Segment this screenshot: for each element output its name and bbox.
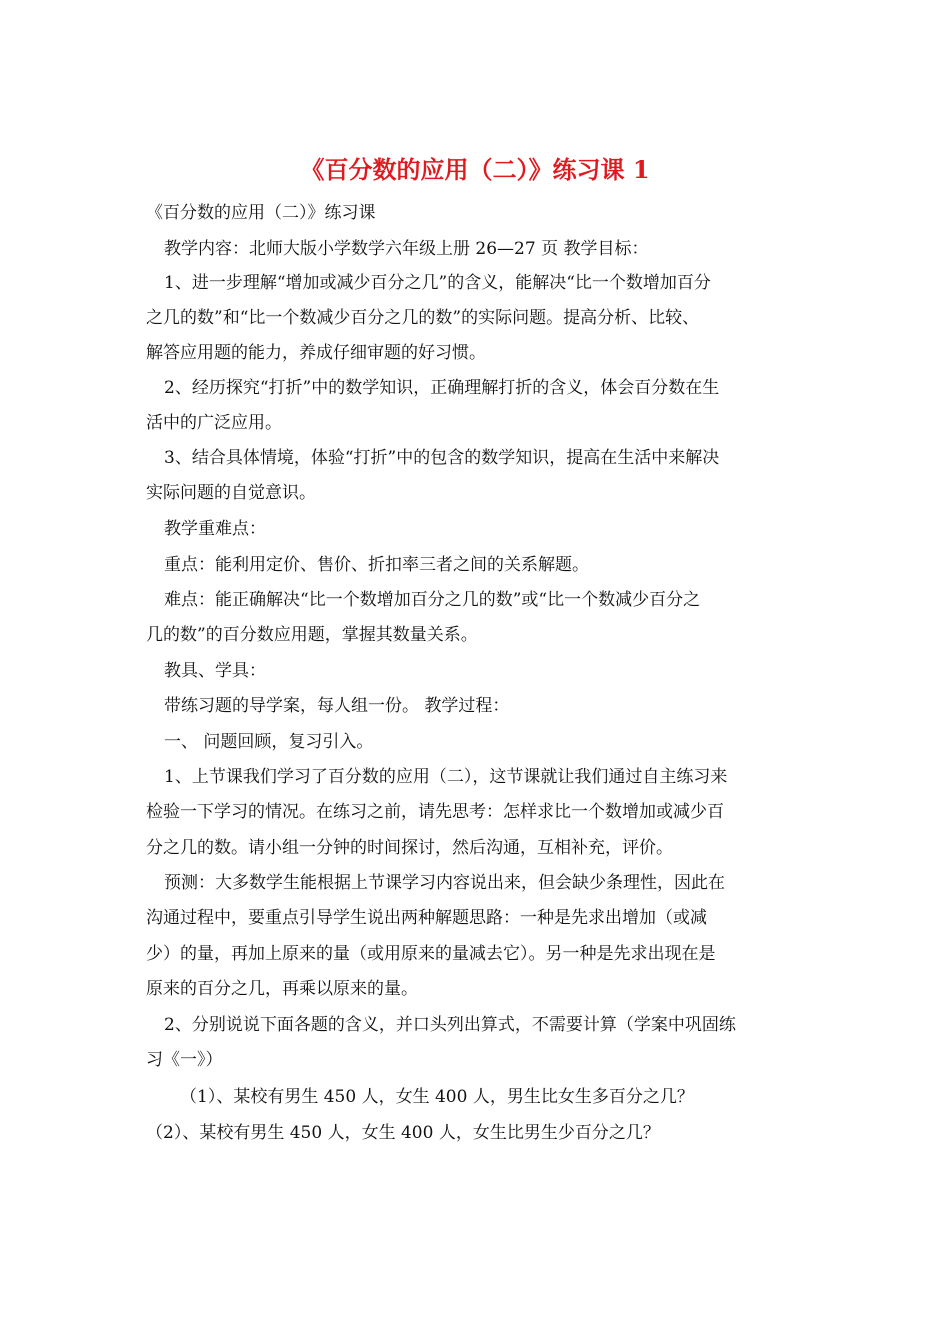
paragraph-line: 解答应用题的能力，养成仔细审题的好习惯。: [146, 343, 486, 363]
section-heading: 教学重难点：: [164, 519, 266, 539]
paragraph-line: 实际问题的自觉意识。: [146, 483, 316, 503]
paragraph-line: 原来的百分之几，再乘以原来的量。: [146, 979, 418, 999]
paragraph-line: 活中的广泛应用。: [146, 413, 282, 433]
paragraph-line: 习《一》）: [146, 1050, 223, 1070]
subtitle-line: 《百分数的应用（二）》练习课: [146, 203, 376, 223]
question-item: （1）、某校有男生 450 人，女生 400 人，男生比女生多百分之几？: [180, 1087, 694, 1107]
paragraph-line: 几的数”的百分数应用题，掌握其数量关系。: [146, 625, 478, 645]
paragraph-line: 3、结合具体情境，体验“打折”中的包含的数学知识，提高在生活中来解决: [164, 448, 720, 468]
paragraph-line: 分之几的数。请小组一分钟的时间探讨，然后沟通，互相补充，评价。: [146, 838, 673, 858]
paragraph-line: 1、上节课我们学习了百分数的应用（二），这节课就让我们通过自主练习来: [164, 767, 728, 787]
paragraph-line: 检验一下学习的情况。在练习之前，请先思考：怎样求比一个数增加或减少百: [146, 802, 724, 822]
paragraph-line: 少）的量，再加上原来的量（或用原来的量减去它）。另一种是先求出现在是: [146, 944, 716, 964]
paragraph-line: 之几的数”和“比一个数减少百分之几的数”的实际问题。提高分析、比较、: [146, 308, 700, 328]
paragraph-line: 2、经历探究“打折”中的数学知识，正确理解打折的含义，体会百分数在生: [164, 378, 720, 398]
teaching-content-line: 教学内容：北师大版小学数学六年级上册 26—27 页 教学目标：: [164, 239, 649, 259]
paragraph-line: 1、进一步理解“增加或减少百分之几”的含义，能解决“比一个数增加百分: [164, 273, 711, 293]
paragraph-line: 预测：大多数学生能根据上节课学习内容说出来，但会缺少条理性，因此在: [164, 873, 725, 893]
paragraph-line: 难点：能正确解决“比一个数增加百分之几的数”或“比一个数减少百分之: [164, 590, 701, 610]
paragraph-line: 重点：能利用定价、售价、折扣率三者之间的关系解题。: [164, 555, 589, 575]
document-title: 《百分数的应用（二）》练习课 1: [300, 155, 650, 184]
section-heading: 一、 问题回顾，复习引入。: [164, 732, 374, 752]
paragraph-line: 2、分别说说下面各题的含义，并口头列出算式，不需要计算（学案中巩固练: [164, 1015, 736, 1035]
section-heading: 教具、学具：: [164, 661, 266, 681]
paragraph-line: 沟通过程中，要重点引导学生说出两种解题思路：一种是先求出增加（或减: [146, 908, 707, 928]
question-item: （2）、某校有男生 450 人，女生 400 人，女生比男生少百分之几？: [146, 1123, 660, 1143]
paragraph-line: 带练习题的导学案，每人组一份。 教学过程：: [164, 696, 510, 716]
